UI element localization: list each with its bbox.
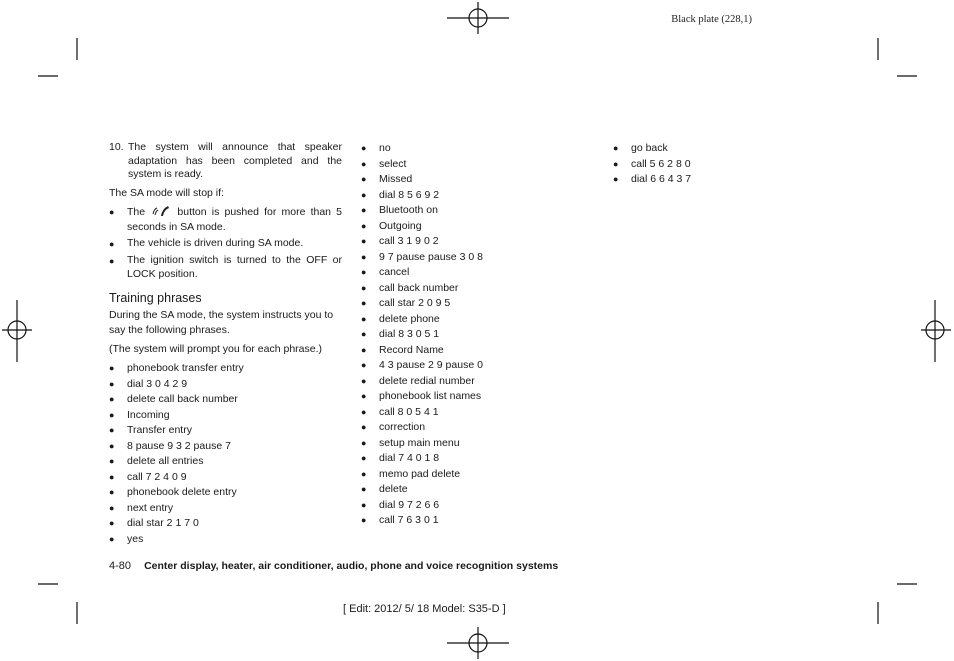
phrase-text: dial 8 5 6 9 2 bbox=[379, 188, 440, 201]
bullet-dot: ● bbox=[109, 518, 115, 528]
phrase-list-3 bbox=[613, 141, 813, 188]
bullet-dot: ● bbox=[361, 205, 367, 215]
bullet-dot: ● bbox=[361, 375, 367, 386]
bullet-dot: ● bbox=[109, 440, 115, 451]
stop-bullet-after: button is pushed for more than 5 seconds in SA mode. bbox=[127, 205, 342, 233]
phrase-item bbox=[361, 203, 561, 219]
bullet-dot: ● bbox=[613, 143, 619, 153]
phrase-text: call 7 6 3 0 1 bbox=[379, 514, 439, 526]
bullet-dot: ● bbox=[361, 158, 367, 169]
section-heading: Training phrases bbox=[109, 291, 202, 305]
phrase-item bbox=[361, 327, 561, 343]
phrase-list-1 bbox=[109, 361, 342, 547]
phrase-text: call 5 6 2 8 0 bbox=[631, 157, 691, 170]
bullet-dot: ● bbox=[109, 256, 115, 266]
bullet-dot: ● bbox=[361, 484, 367, 494]
phrase-text: setup main menu bbox=[379, 436, 460, 449]
bullet-dot: ● bbox=[361, 267, 367, 277]
phrase-item bbox=[361, 265, 561, 281]
phrase-text: Record Name bbox=[379, 343, 444, 356]
phrase-text: go back bbox=[631, 142, 668, 154]
phrase-item bbox=[109, 516, 342, 532]
bullet-dot: ● bbox=[361, 189, 367, 200]
phrase-text: dial 7 4 0 1 8 bbox=[379, 452, 440, 464]
plate-label: Black plate (228,1) bbox=[671, 14, 752, 25]
bullet-dot: ● bbox=[109, 487, 115, 497]
phrase-text: next entry bbox=[127, 501, 174, 514]
phrase-item bbox=[109, 423, 342, 439]
step-text: The system will announce that speaker adaptation has been completed and the system is ready. bbox=[128, 141, 342, 180]
phrase-text: call back number bbox=[379, 281, 459, 294]
bullet-dot: ● bbox=[361, 174, 367, 184]
bullet-dot: ● bbox=[361, 406, 367, 417]
phrase-text: dial star 2 1 7 0 bbox=[127, 517, 199, 529]
phrase-text: dial 6 6 4 3 7 bbox=[631, 173, 692, 185]
phrase-item bbox=[361, 234, 561, 250]
prompt-note: (The system will prompt you for each phrase.) bbox=[109, 343, 322, 355]
phrase-item bbox=[361, 467, 561, 483]
phrase-item bbox=[361, 482, 561, 498]
phrase-item bbox=[361, 513, 561, 529]
phrase-item bbox=[361, 188, 561, 204]
bullet-dot: ● bbox=[361, 422, 367, 432]
bullet-dot: ● bbox=[361, 236, 367, 246]
bullet-dot: ● bbox=[109, 409, 115, 420]
phrase-text: no bbox=[379, 142, 391, 154]
phrase-text: correction bbox=[379, 421, 426, 433]
phrase-text: 9 7 pause pause 3 0 8 bbox=[379, 250, 483, 263]
phrase-text: phonebook list names bbox=[379, 390, 482, 402]
phrase-text: delete redial number bbox=[379, 374, 475, 387]
phrase-item bbox=[361, 374, 561, 390]
bullet-dot: ● bbox=[109, 456, 115, 466]
phrase-list-2 bbox=[361, 141, 561, 529]
phrase-text: call 8 0 5 4 1 bbox=[379, 405, 439, 418]
phrase-text: delete phone bbox=[379, 312, 440, 325]
bullet-dot: ● bbox=[109, 363, 115, 373]
page-footer bbox=[109, 560, 558, 572]
phrase-item bbox=[361, 389, 561, 405]
phrase-text: delete call back number bbox=[127, 393, 238, 405]
phrase-item bbox=[361, 141, 561, 157]
stop-bullet-text: The vehicle is driven during SA mode. bbox=[127, 236, 304, 249]
column-1 bbox=[109, 141, 342, 547]
phrase-item bbox=[361, 219, 561, 235]
stop-bullet-text: The ignition switch is turned to the OFF or LOCK position. bbox=[127, 254, 342, 280]
section-title: Center display, heater, air conditioner, audio, phone and voice recognition systems bbox=[144, 560, 559, 572]
phrase-text: phonebook transfer entry bbox=[127, 362, 244, 374]
bullet-dot: ● bbox=[361, 329, 367, 339]
stop-bullet bbox=[109, 254, 342, 281]
bullet-dot: ● bbox=[361, 360, 367, 370]
column-3 bbox=[613, 141, 813, 188]
phrase-item bbox=[361, 281, 561, 297]
bullet-dot: ● bbox=[109, 471, 115, 482]
phrase-text: call star 2 0 9 5 bbox=[379, 297, 451, 309]
phrase-item bbox=[361, 436, 561, 452]
phrase-item bbox=[109, 485, 342, 501]
phrase-text: dial 9 7 2 6 6 bbox=[379, 498, 440, 511]
bullet-dot: ● bbox=[361, 251, 367, 262]
bullet-dot: ● bbox=[613, 158, 619, 169]
phrase-item bbox=[109, 408, 342, 424]
phrase-text: cancel bbox=[379, 266, 410, 278]
phrase-item bbox=[361, 312, 561, 328]
phrase-item bbox=[109, 532, 342, 548]
bullet-dot: ● bbox=[109, 238, 115, 249]
phrase-text: 4 3 pause 2 9 pause 0 bbox=[379, 359, 483, 371]
phrase-item bbox=[109, 454, 342, 470]
column-2 bbox=[361, 141, 561, 529]
bullet-dot: ● bbox=[613, 174, 619, 184]
bullet-dot: ● bbox=[109, 425, 115, 435]
bullet-dot: ● bbox=[109, 206, 115, 217]
phrase-item bbox=[361, 420, 561, 436]
phrase-item bbox=[361, 157, 561, 173]
edit-info: [ Edit: 2012/ 5/ 18 Model: S35-D ] bbox=[343, 603, 506, 615]
bullet-dot: ● bbox=[361, 344, 367, 355]
step-10 bbox=[109, 141, 342, 182]
phrase-item bbox=[361, 296, 561, 312]
bullet-dot: ● bbox=[361, 499, 367, 510]
phrase-text: Missed bbox=[379, 173, 413, 185]
bullet-dot: ● bbox=[361, 298, 367, 308]
bullet-dot: ● bbox=[361, 313, 367, 324]
phrase-item bbox=[613, 141, 813, 157]
phrase-item bbox=[361, 172, 561, 188]
phrase-item bbox=[361, 250, 561, 266]
bullet-dot: ● bbox=[109, 378, 115, 389]
phrase-text: memo pad delete bbox=[379, 467, 461, 480]
stop-bullet-before: The bbox=[127, 205, 146, 218]
phrase-item bbox=[109, 501, 342, 517]
bullet-dot: ● bbox=[361, 143, 367, 153]
phrase-item bbox=[109, 470, 342, 486]
bullet-dot: ● bbox=[361, 282, 367, 293]
intro-text: During the SA mode, the system instructs you to say the following phrases. bbox=[109, 309, 334, 336]
phrase-text: phonebook delete entry bbox=[127, 486, 237, 498]
phrase-text: call 7 2 4 0 9 bbox=[127, 470, 187, 483]
stop-intro: The SA mode will stop if: bbox=[109, 186, 224, 199]
phrase-text: Transfer entry bbox=[127, 424, 192, 436]
phrase-item bbox=[361, 451, 561, 467]
phrase-text: delete all entries bbox=[127, 455, 204, 467]
bullet-dot: ● bbox=[361, 437, 367, 448]
phrase-text: select bbox=[379, 157, 407, 170]
bullet-dot: ● bbox=[361, 220, 367, 231]
bullet-dot: ● bbox=[361, 515, 367, 525]
phrase-text: dial 3 0 4 2 9 bbox=[127, 377, 188, 390]
bullet-dot: ● bbox=[361, 453, 367, 463]
phrase-item bbox=[361, 343, 561, 359]
bullet-dot: ● bbox=[361, 468, 367, 479]
phrase-item bbox=[109, 439, 342, 455]
phrase-item bbox=[613, 157, 813, 173]
phrase-text: call 3 1 9 0 2 bbox=[379, 235, 439, 247]
phrase-item bbox=[361, 405, 561, 421]
phrase-text: 8 pause 9 3 2 pause 7 bbox=[127, 439, 231, 452]
bullet-dot: ● bbox=[361, 391, 367, 401]
phrase-item bbox=[361, 358, 561, 374]
page-number: 4-80 bbox=[109, 560, 132, 572]
stop-bullet bbox=[109, 237, 342, 253]
phrase-item bbox=[109, 361, 342, 377]
phrase-text: yes bbox=[127, 532, 144, 545]
phrase-item bbox=[361, 498, 561, 514]
stop-bullet bbox=[109, 205, 342, 235]
phone-talk-icon bbox=[152, 205, 170, 222]
phrase-item bbox=[109, 377, 342, 393]
phrase-text: Incoming bbox=[127, 408, 170, 421]
phrase-text: Outgoing bbox=[379, 219, 422, 232]
phrase-text: delete bbox=[379, 483, 408, 495]
phrase-item bbox=[613, 172, 813, 188]
phrase-text: dial 8 3 0 5 1 bbox=[379, 328, 440, 340]
bullet-dot: ● bbox=[109, 394, 115, 404]
phrase-item bbox=[109, 392, 342, 408]
step-number: 10. bbox=[109, 141, 124, 153]
bullet-dot: ● bbox=[109, 533, 115, 544]
bullet-dot: ● bbox=[109, 502, 115, 513]
phrase-text: Bluetooth on bbox=[379, 204, 438, 216]
